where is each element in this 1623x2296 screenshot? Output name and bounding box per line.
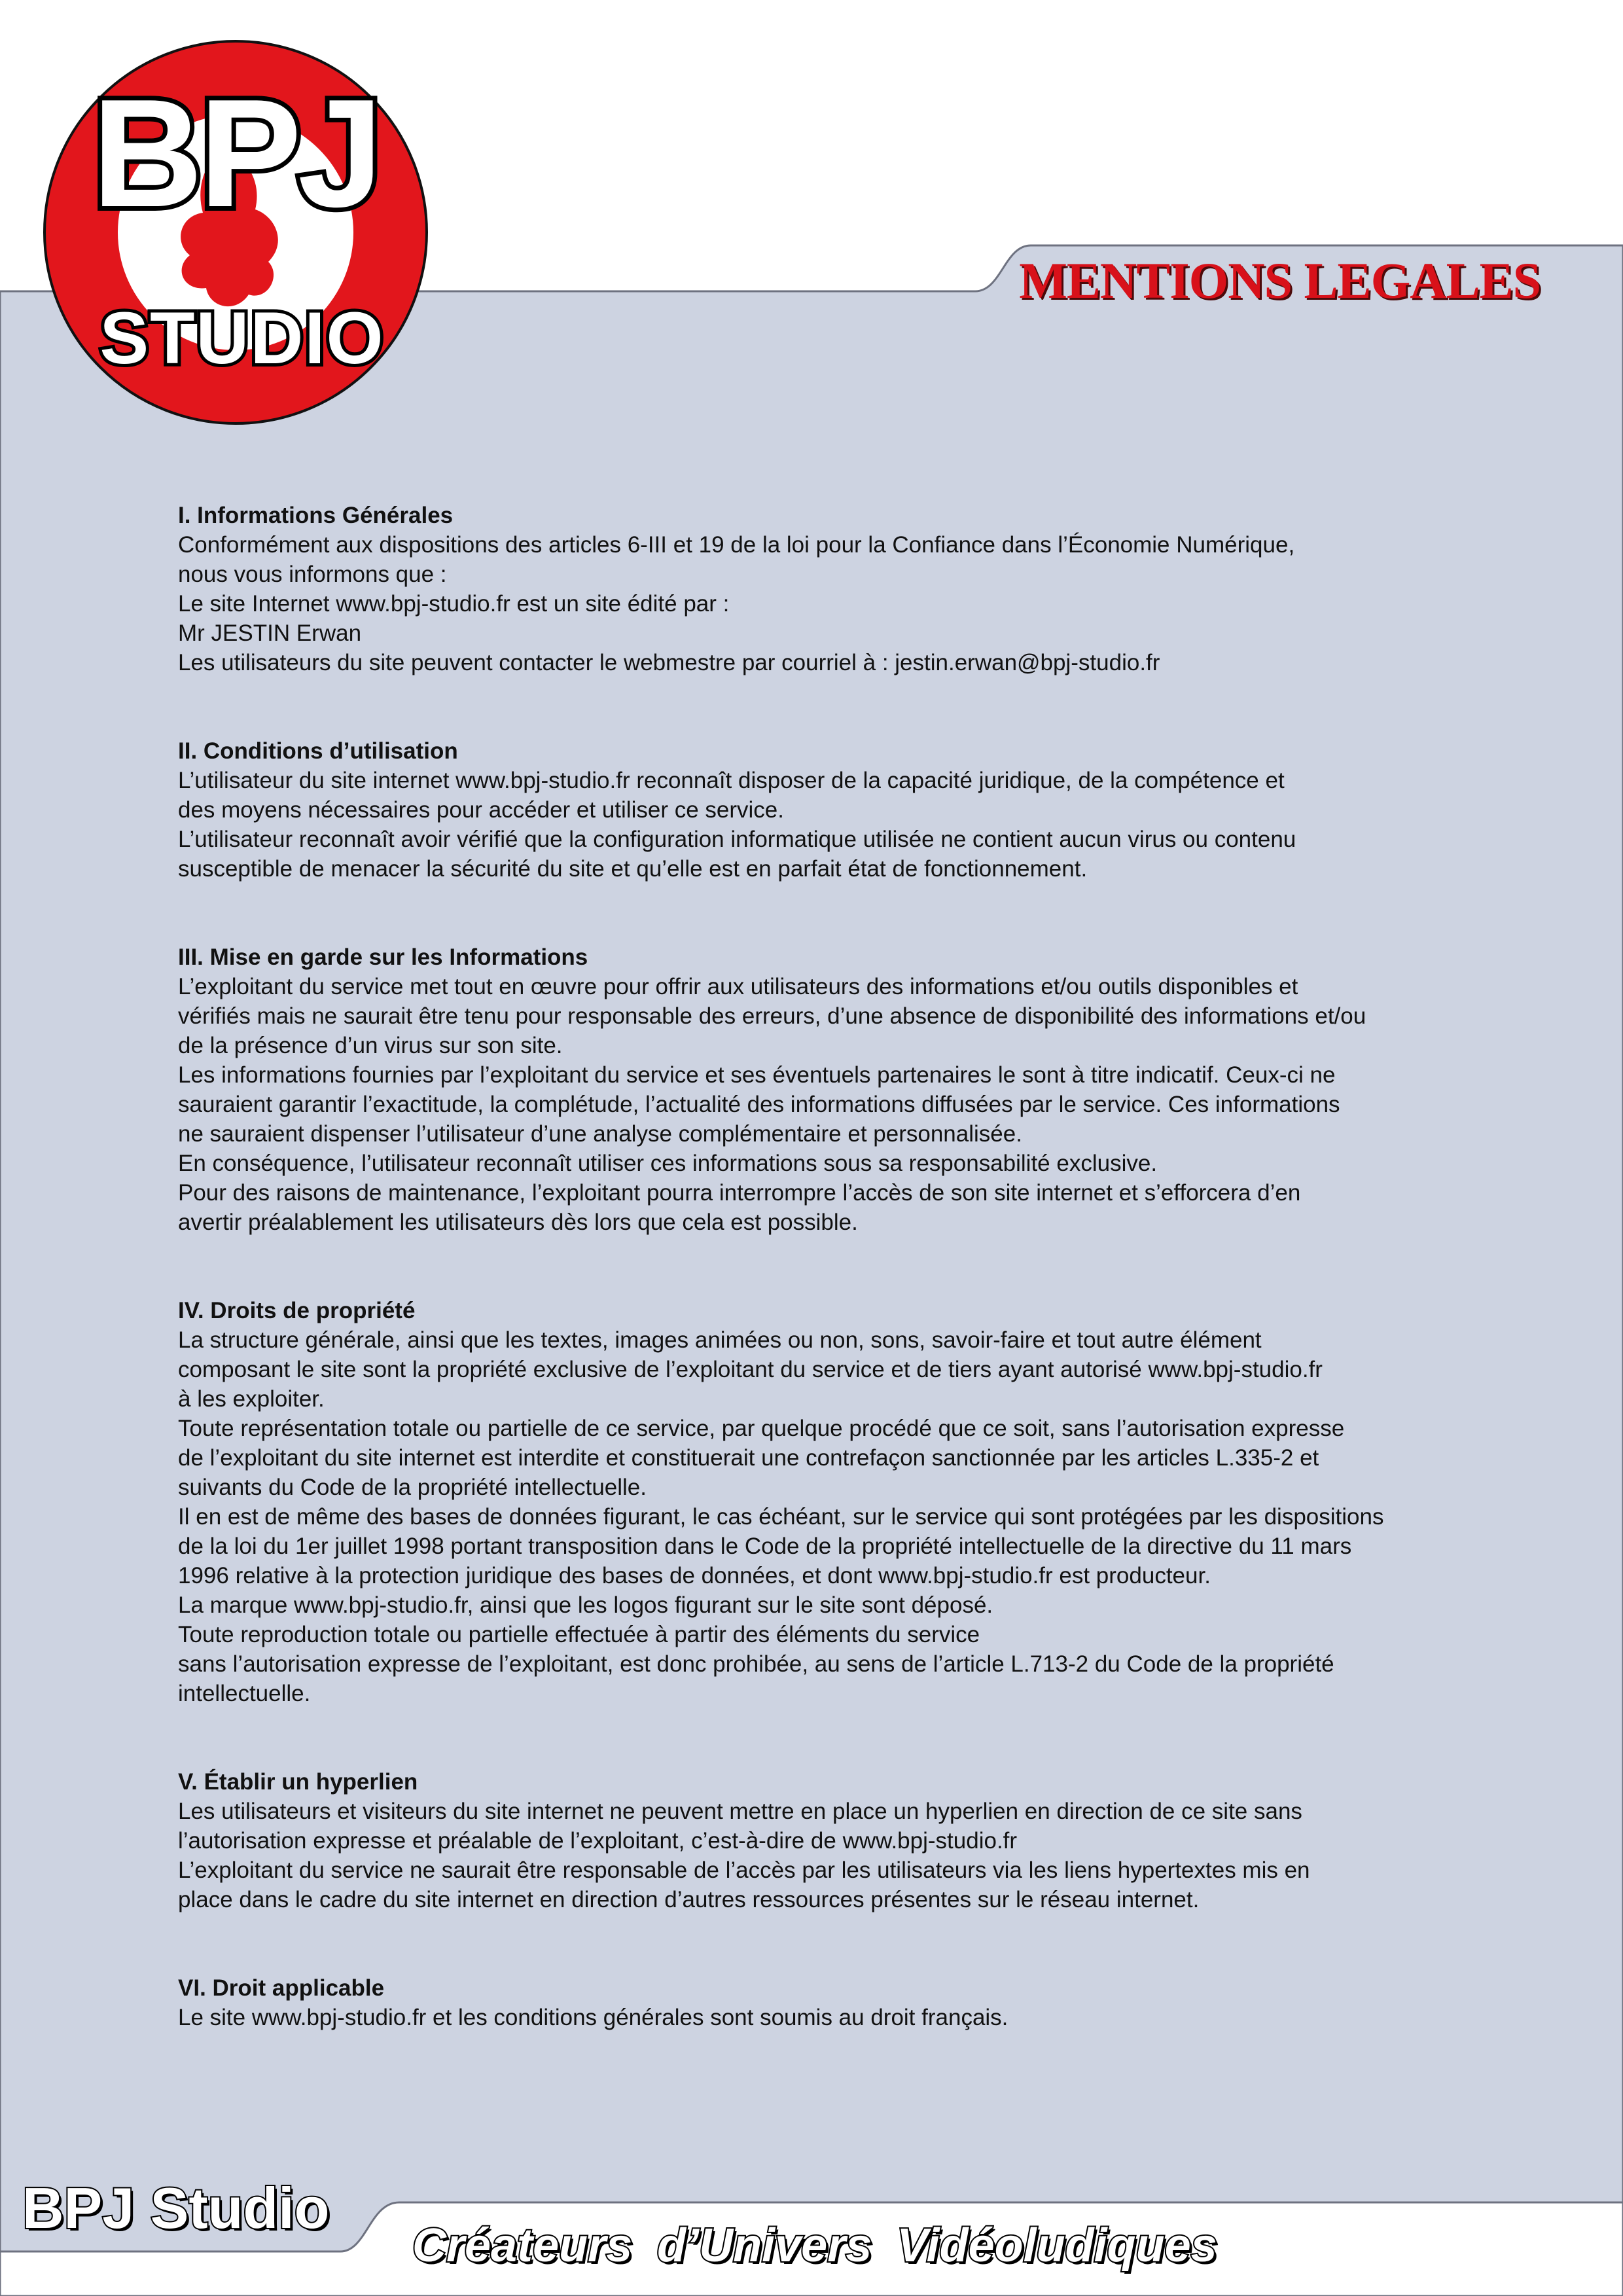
section-text-line: sauraient garantir l’exactitude, la complétude, l’actualité des informations diffusées par le service. Ces informations [178,1092,1340,1117]
section-text-line: Pour des raisons de maintenance, l’exploitant pourra interrompre l’accès de son site internet et s’efforcera d’en [178,1180,1301,1206]
section-text-line: sans l’autorisation expresse de l’exploitant, est donc prohibée, au sens de l’article L.713-2 du Code de la propriété [178,1651,1334,1677]
section-text-line: La marque www.bpj-studio.fr, ainsi que les logos figurant sur le site sont déposé. [178,1592,993,1618]
section-text-line: ne sauraient dispenser l’utilisateur d’une analyse complémentaire et personnalisée. [178,1121,1022,1147]
section-text-line: 1996 relative à la protection juridique des bases de données, et dont www.bpj-studio.fr est producteur. [178,1563,1211,1588]
section-text-line: Les utilisateurs et visiteurs du site internet ne peuvent mettre en place un hyperlien en direction de ce site sans [178,1799,1302,1824]
section-text-line: vérifiés mais ne saurait être tenu pour responsable des erreurs, d’une absence de disponibilité des informations et/ou [178,1003,1366,1029]
section-text-line: nous vous informons que : [178,562,447,587]
section-title: IV. Droits de propriété [178,1298,416,1323]
section-text-line: L’exploitant du service met tout en œuvre pour offrir aux utilisateurs des informations et/ou outils disponibles et [178,974,1298,999]
document-title: MENTIONS LEGALES [1019,252,1541,309]
section-text-line: susceptible de menacer la sécurité du site et qu’elle est en parfait état de fonctionnement. [178,856,1088,882]
section-text-line: Le site Internet www.bpj-studio.fr est un site édité par : [178,591,730,617]
section-text-line: composant le site sont la propriété exclusive de l’exploitant du service et de tiers ayant autorisé www.bpj-studio.fr [178,1357,1323,1382]
section [178,736,1513,884]
logo-line2: STUDIO [99,297,385,379]
section-title: I. Informations Générales [178,503,454,528]
section-text-line: suivants du Code de la propriété intellectuelle. [178,1475,647,1500]
logo-line1: BPJ [92,67,380,239]
section-text-line: L’exploitant du service ne saurait être responsable de l’accès par les utilisateurs via les liens hypertextes mis en [178,1857,1310,1883]
section-title: III. Mise en garde sur les Informations [178,944,588,970]
section-text-line: Mr JESTIN Erwan [178,620,362,646]
section-text-line: des moyens nécessaires pour accéder et utiliser ce service. [178,797,784,823]
section [178,1296,1513,1708]
footer-brand: BPJ Studio [22,2176,330,2240]
section-text-line: Il en est de même des bases de données figurant, le cas échéant, sur le service qui sont protégées par les dispositions [178,1504,1384,1530]
section-text-line: l’autorisation expresse et préalable de l’exploitant, c’est-à-dire de www.bpj-studio.fr [178,1828,1018,1854]
section-text-line: à les exploiter. [178,1386,325,1412]
section-text-line: Conformément aux dispositions des articles 6-III et 19 de la loi pour la Confiance dans l’Économie Numérique, [178,532,1295,558]
section-text-line: intellectuelle. [178,1681,311,1706]
legal-content [178,501,1513,2091]
section-title: V. Établir un hyperlien [178,1769,418,1795]
section-text-line: de la loi du 1er juillet 1998 portant transposition dans le Code de la propriété intellectuelle de la directive du 11 mars [178,1534,1352,1559]
section-text-line: Les utilisateurs du site peuvent contacter le webmestre par courriel à : jestin.erwan@bpj-studio.fr [178,650,1160,675]
section-title: VI. Droit applicable [178,1975,385,2001]
section-title: II. Conditions d’utilisation [178,738,458,764]
section-text-line: de l’exploitant du site internet est interdite et constituerait une contrefaçon sanctionnée par les articles L.335-2 et [178,1445,1319,1471]
section-text-line: Les informations fournies par l’exploitant du service et ses éventuels partenaires le sont à titre indicatif. Ceux-ci ne [178,1062,1336,1088]
section-text-line: Toute reproduction totale ou partielle effectuée à partir des éléments du service [178,1622,980,1647]
section-text-line: L’utilisateur du site internet www.bpj-studio.fr reconnaît disposer de la capacité juridique, de la compétence et [178,768,1285,793]
section-text-line: L’utilisateur reconnaît avoir vérifié que la configuration informatique utilisée ne contient aucun virus ou contenu [178,827,1296,852]
section-text-line: La structure générale, ainsi que les textes, images animées ou non, sons, savoir-faire et tout autre élément [178,1327,1262,1353]
section-text-line: En conséquence, l’utilisateur reconnaît utiliser ces informations sous sa responsabilité exclusive. [178,1151,1158,1176]
section-text-line: avertir préalablement les utilisateurs dès lors que cela est possible. [178,1210,858,1235]
section-text-line: Toute représentation totale ou partielle de ce service, par quelque procédé que ce soit, sans l’autorisation expresse [178,1416,1345,1441]
section [178,1767,1513,1914]
section-text-line: Le site www.bpj-studio.fr et les conditions générales sont soumis au droit français. [178,2005,1008,2030]
section-text-line: de la présence d’un virus sur son site. [178,1033,563,1058]
footer-tagline: Créateurs d’Univers Vidéoludiques [412,2219,1217,2272]
section [178,1973,1513,2032]
bpj-studio-logo [26,33,432,425]
section [178,942,1513,1237]
section-text-line: place dans le cadre du site internet en direction d’autres ressources présentes sur le réseau internet. [178,1887,1200,1912]
section [178,501,1513,677]
